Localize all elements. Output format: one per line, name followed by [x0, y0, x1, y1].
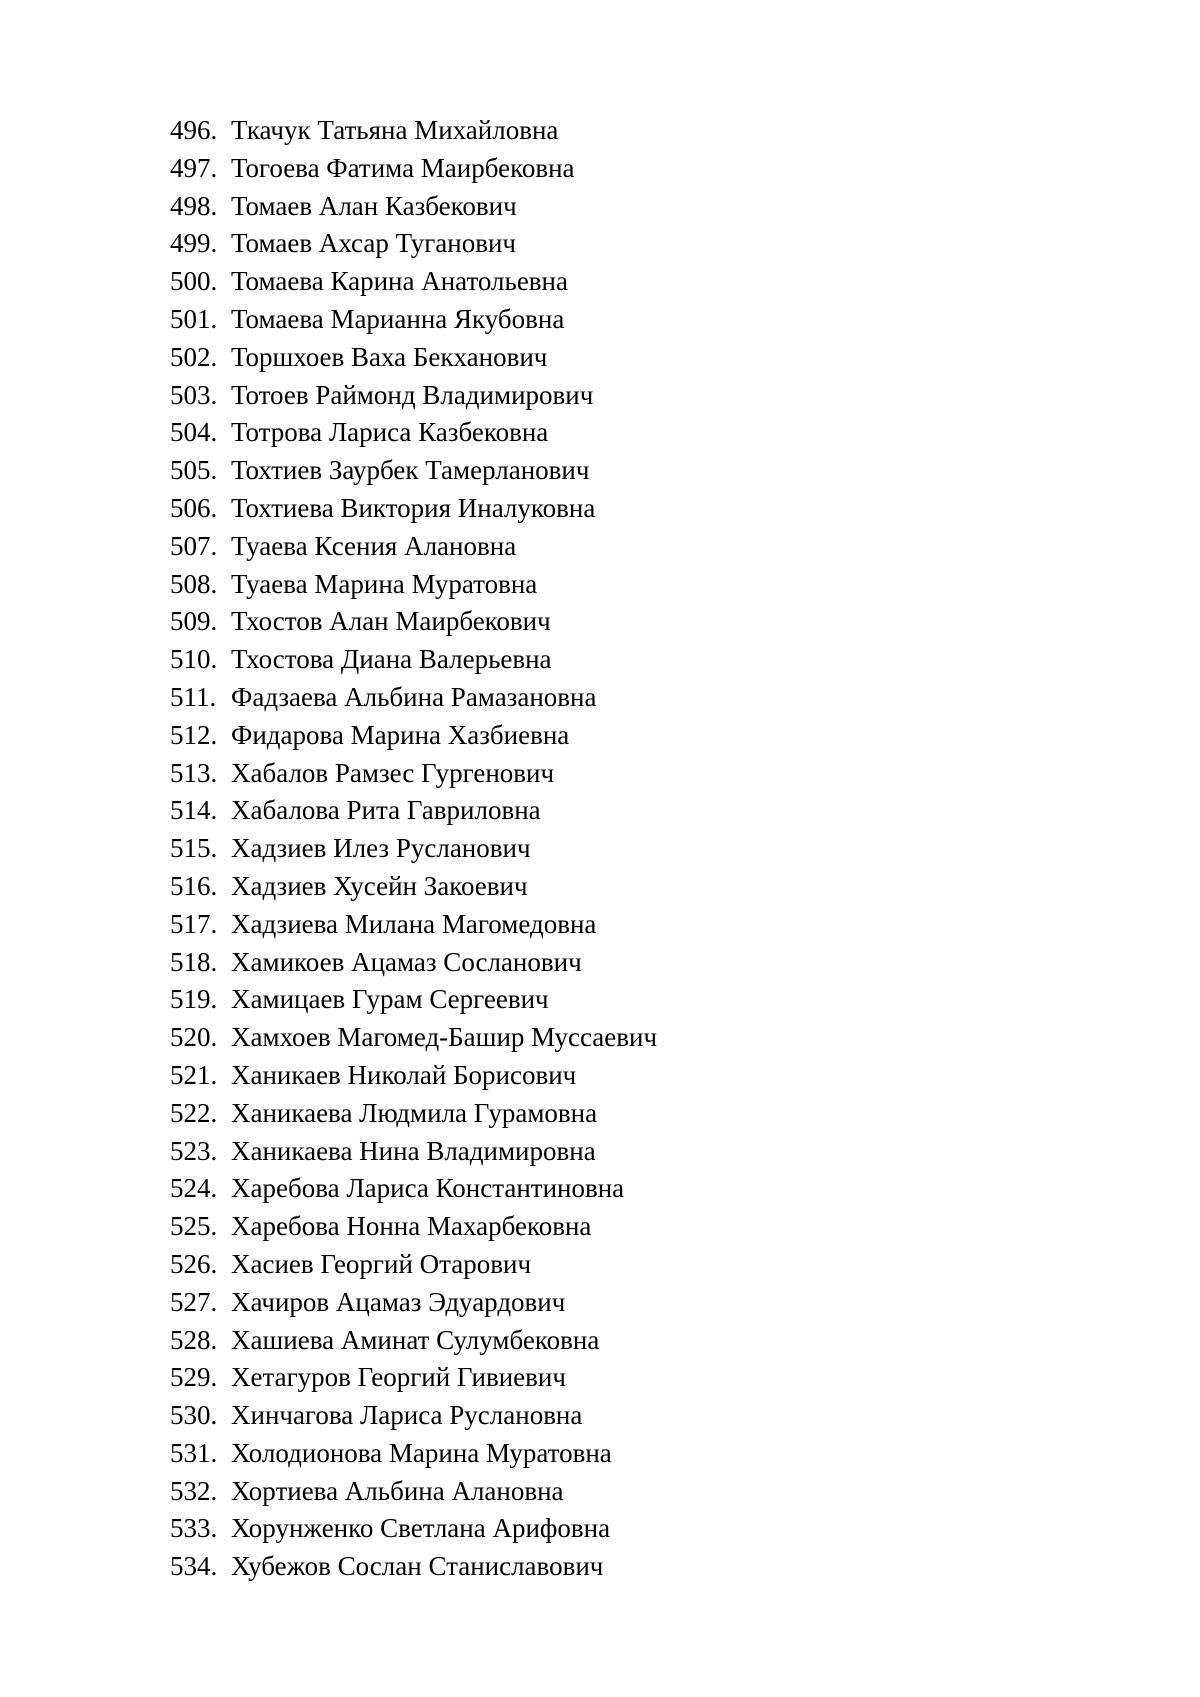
list-item — [170, 1359, 657, 1397]
entry-name: Томаев Ахсар Туганович — [231, 228, 517, 259]
list-item — [170, 528, 657, 566]
list-item — [170, 868, 657, 906]
entry-number: 507. — [170, 530, 218, 561]
entry-name: Хорунженко Светлана Арифовна — [231, 1513, 611, 1544]
list-item — [170, 1208, 657, 1246]
entry-number: 516. — [170, 870, 218, 901]
entry-name: Тогоева Фатима Маирбековна — [231, 152, 575, 183]
entry-name: Ханикаева Людмила Гурамовна — [231, 1097, 598, 1128]
entry-name: Хинчагова Лариса Руслановна — [231, 1400, 583, 1431]
list-item — [170, 1510, 657, 1548]
entry-number: 530. — [170, 1400, 218, 1431]
entry-name: Тохтиева Виктория Иналуковна — [231, 492, 596, 523]
list-item — [170, 490, 657, 528]
entry-number: 534. — [170, 1551, 218, 1582]
list-item — [170, 1473, 657, 1511]
entry-number: 527. — [170, 1286, 218, 1317]
list-item — [170, 1284, 657, 1322]
list-item — [170, 717, 657, 755]
entry-number: 501. — [170, 303, 218, 334]
entry-name: Торшхоев Ваха Бекханович — [231, 341, 548, 372]
list-item — [170, 188, 657, 226]
entry-name: Хамицаев Гурам Сергеевич — [231, 984, 549, 1015]
list-item — [170, 1019, 657, 1057]
entry-name: Харебова Нонна Махарбековна — [231, 1211, 592, 1242]
entry-number: 523. — [170, 1135, 218, 1166]
entry-number: 504. — [170, 417, 218, 448]
entry-number: 525. — [170, 1211, 218, 1242]
entry-name: Хетагуров Георгий Гивиевич — [231, 1362, 566, 1393]
entry-name: Тотоев Раймонд Владимирович — [231, 379, 594, 410]
list-item — [170, 830, 657, 868]
entry-number: 531. — [170, 1437, 218, 1468]
entry-number: 508. — [170, 568, 218, 599]
entry-number: 498. — [170, 190, 218, 221]
entry-name: Тотрова Лариса Казбековна — [231, 417, 549, 448]
list-item — [170, 679, 657, 717]
entry-name: Томаева Марианна Якубовна — [231, 303, 565, 334]
entry-number: 510. — [170, 644, 218, 675]
entry-name: Томаева Карина Анатольевна — [231, 266, 568, 297]
entry-number: 497. — [170, 152, 218, 183]
entry-number: 496. — [170, 115, 218, 145]
entry-name: Хасиев Георгий Отарович — [231, 1248, 532, 1279]
entry-name: Хамикоев Ацамаз Сосланович — [231, 946, 582, 977]
list-item — [170, 1170, 657, 1208]
list-item — [170, 944, 657, 982]
entry-name: Хубежов Сослан Станиславович — [231, 1551, 604, 1582]
entry-name: Фидарова Марина Хазбиевна — [231, 719, 570, 750]
entry-name: Хадзиева Милана Магомедовна — [231, 908, 597, 939]
entry-number: 524. — [170, 1173, 218, 1204]
entry-name: Фадзаева Альбина Рамазановна — [231, 681, 597, 712]
list-item — [170, 641, 657, 679]
entry-number: 503. — [170, 379, 218, 410]
list-item — [170, 301, 657, 339]
entry-name: Ханикаева Нина Владимировна — [231, 1135, 596, 1166]
entry-name: Хамхоев Магомед-Башир Муссаевич — [231, 1022, 658, 1053]
entry-name: Хабалова Рита Гавриловна — [231, 795, 541, 826]
entry-number: 519. — [170, 984, 218, 1015]
entry-name: Томаев Алан Казбекович — [231, 190, 517, 221]
entry-number: 515. — [170, 833, 218, 864]
entry-number: 533. — [170, 1513, 218, 1544]
entry-number: 518. — [170, 946, 218, 977]
entry-number: 512. — [170, 719, 218, 750]
entry-name: Туаева Ксения Алановна — [231, 530, 517, 561]
list-item — [170, 792, 657, 830]
entry-number: 513. — [170, 757, 218, 788]
entry-number: 506. — [170, 492, 218, 523]
entry-name: Туаева Марина Муратовна — [231, 568, 538, 599]
list-item — [170, 1548, 657, 1586]
entry-number: 509. — [170, 606, 218, 637]
list-item — [170, 1246, 657, 1284]
list-item — [170, 377, 657, 415]
entry-name: Хадзиев Хусейн Закоевич — [231, 870, 528, 901]
list-item — [170, 906, 657, 944]
entry-name: Хашиева Аминат Сулумбековна — [231, 1324, 600, 1355]
list-item — [170, 112, 657, 150]
entry-number: 522. — [170, 1097, 218, 1128]
entry-number: 499. — [170, 228, 218, 259]
entry-name: Тхостова Диана Валерьевна — [231, 644, 552, 675]
list-item — [170, 263, 657, 301]
entry-number: 514. — [170, 795, 218, 826]
list-item — [170, 566, 657, 604]
entry-name: Холодионова Марина Муратовна — [231, 1437, 612, 1468]
entry-name: Ханикаев Николай Борисович — [231, 1059, 577, 1090]
entry-name: Хадзиев Илез Русланович — [231, 833, 531, 864]
list-item — [170, 1095, 657, 1133]
entry-name: Харебова Лариса Константиновна — [231, 1173, 625, 1204]
entry-name: Тхостов Алан Маирбекович — [231, 606, 551, 637]
list-item — [170, 1133, 657, 1171]
entry-number: 505. — [170, 455, 218, 486]
list-item — [170, 1057, 657, 1095]
entry-name: Хабалов Рамзес Гургенович — [231, 757, 555, 788]
entry-number: 532. — [170, 1475, 218, 1506]
list-item — [170, 603, 657, 641]
entry-name: Хортиева Альбина Алановна — [231, 1475, 564, 1506]
entry-number: 520. — [170, 1022, 218, 1053]
entry-number: 526. — [170, 1248, 218, 1279]
list-item — [170, 981, 657, 1019]
entry-name: Ткачук Татьяна Михайловна — [231, 115, 559, 145]
entry-number: 517. — [170, 908, 218, 939]
list-item — [170, 225, 657, 263]
entry-number: 529. — [170, 1362, 218, 1393]
list-item — [170, 339, 657, 377]
list-item — [170, 452, 657, 490]
list-item — [170, 150, 657, 188]
entry-number: 521. — [170, 1059, 218, 1090]
entry-name: Хачиров Ацамаз Эдуардович — [231, 1286, 566, 1317]
entry-number: 500. — [170, 266, 218, 297]
list-item — [170, 1397, 657, 1435]
list-item — [170, 414, 657, 452]
entry-number: 502. — [170, 341, 218, 372]
entry-name: Тохтиев Заурбек Тамерланович — [231, 455, 590, 486]
entry-number: 528. — [170, 1324, 218, 1355]
name-list — [170, 112, 657, 1586]
list-item — [170, 755, 657, 793]
list-item — [170, 1435, 657, 1473]
entry-number: 511. — [170, 681, 217, 712]
list-item — [170, 1322, 657, 1360]
